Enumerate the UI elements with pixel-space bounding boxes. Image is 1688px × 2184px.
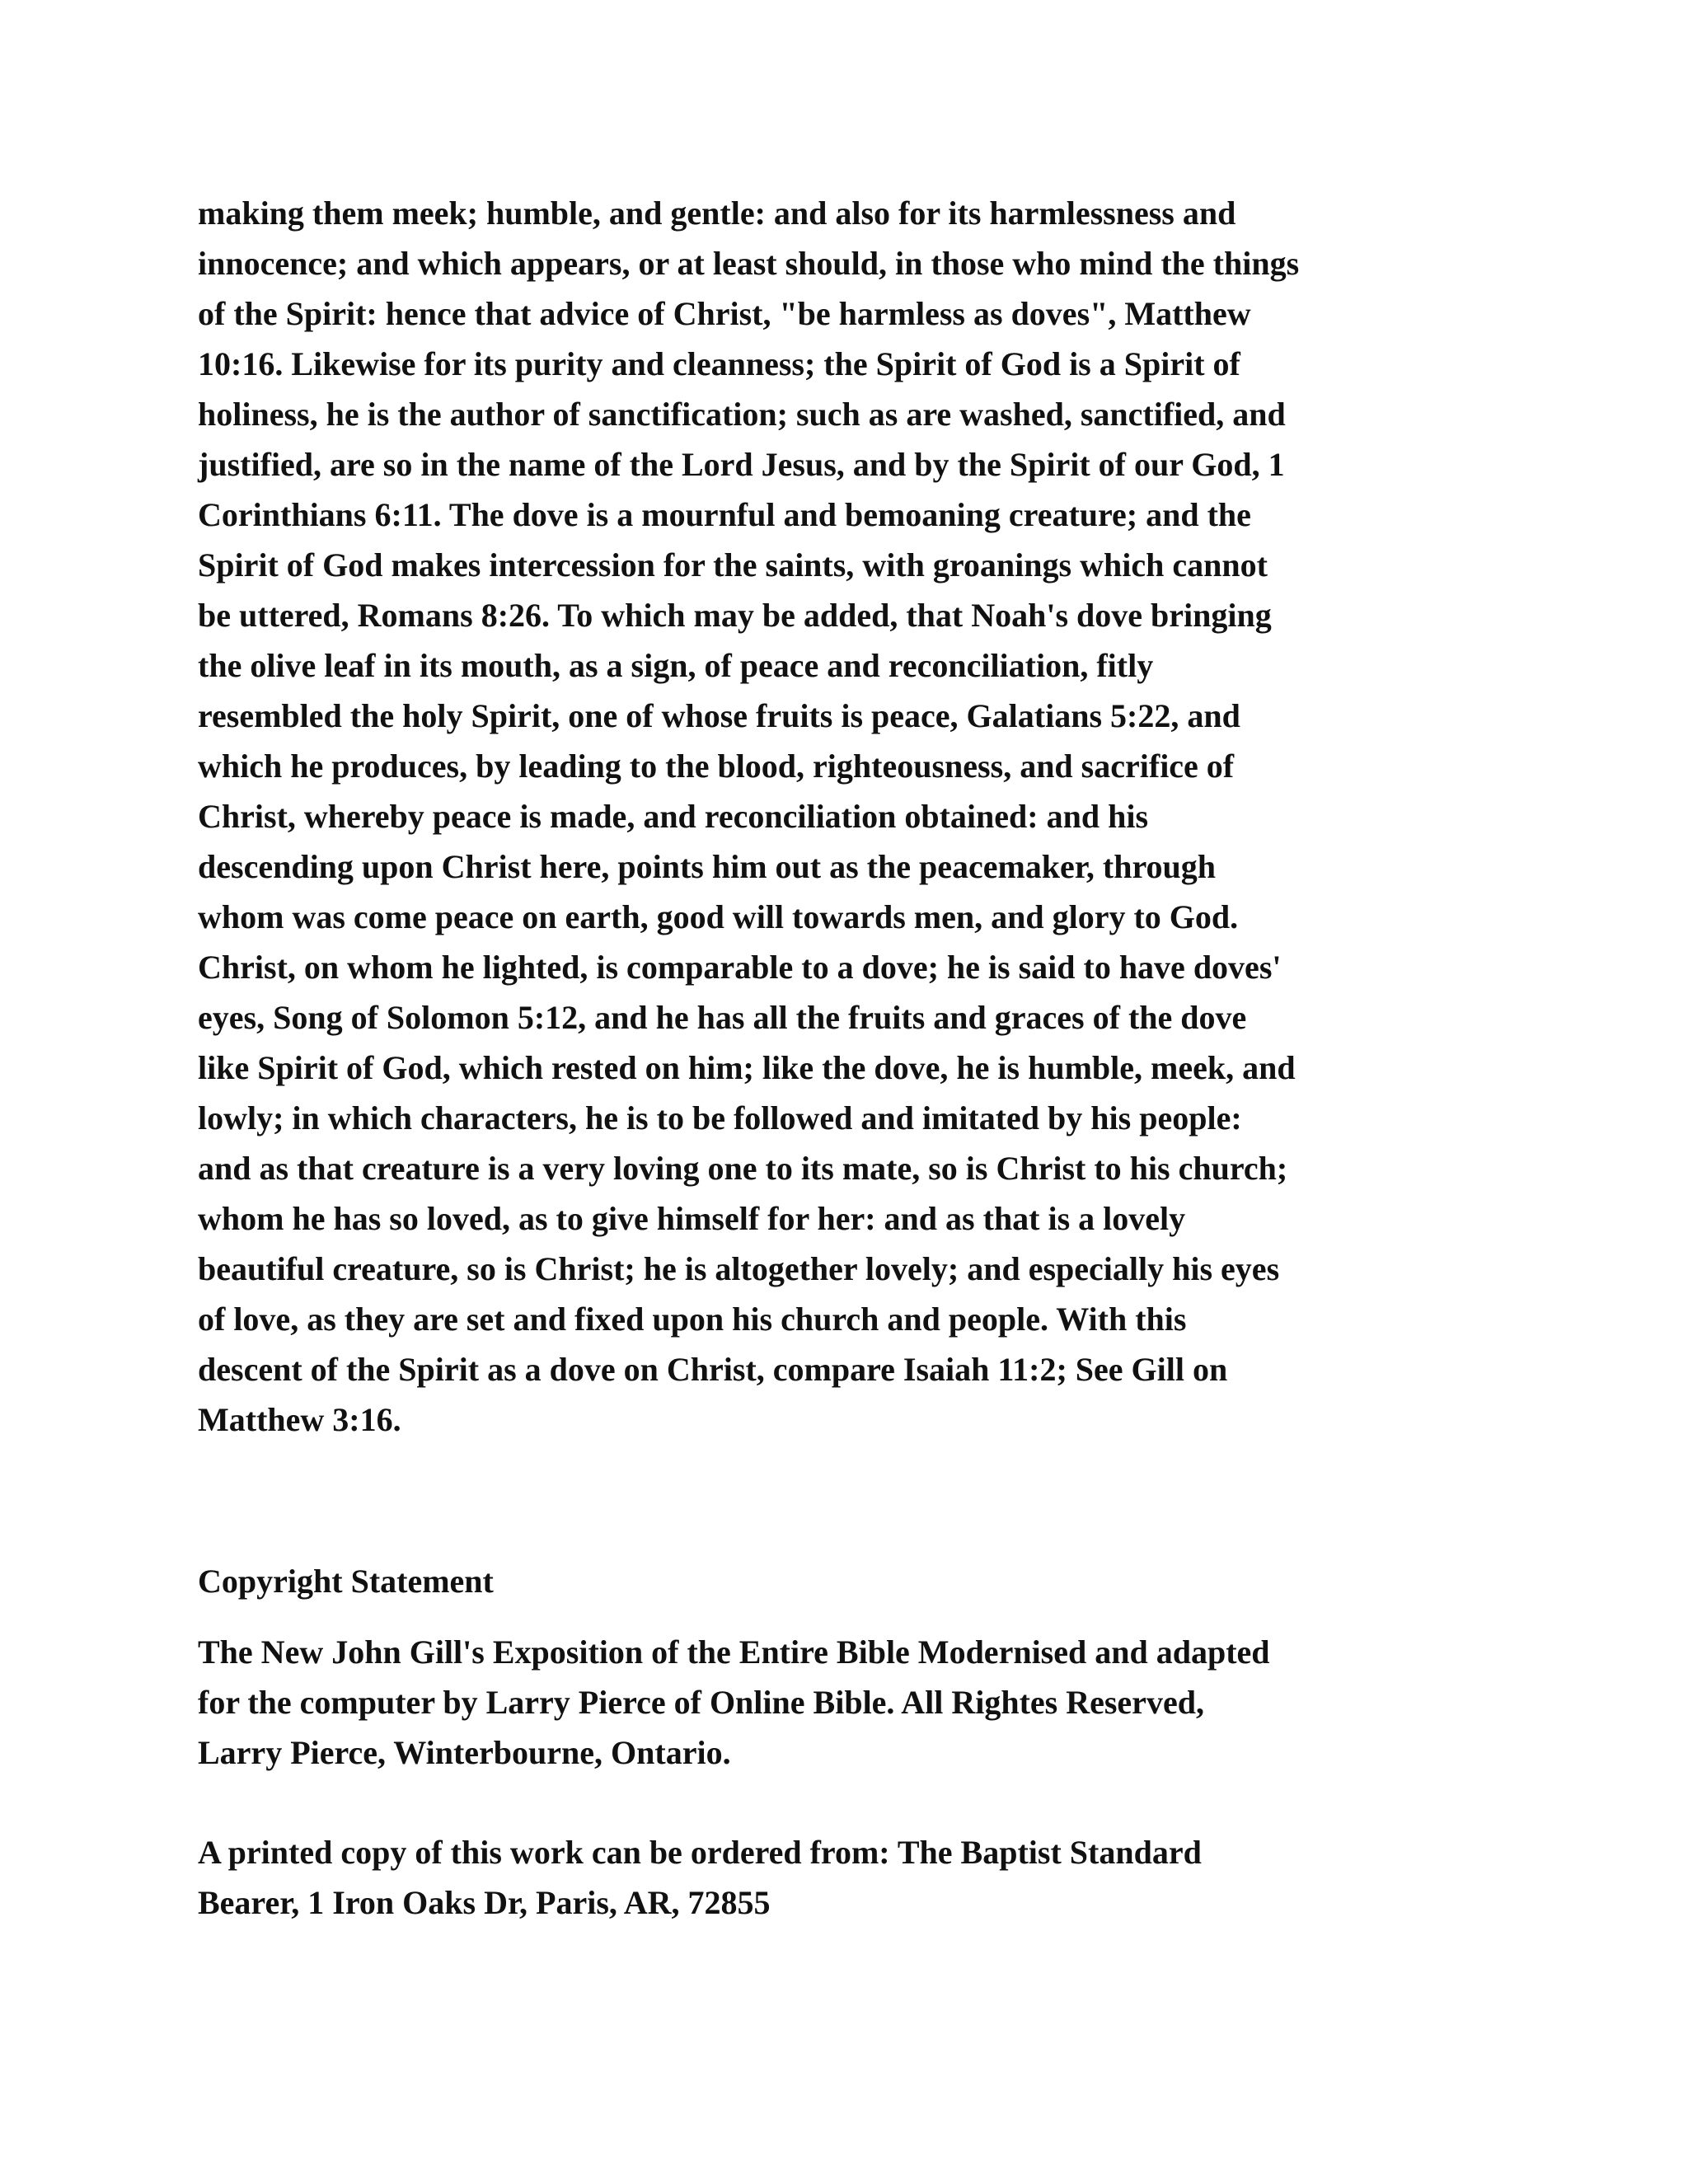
text-line: making them meek; humble, and gentle: and also for its harmlessness and <box>198 194 1236 232</box>
text-line: A printed copy of this work can be ordered from: The Baptist Standard <box>198 1834 1202 1871</box>
text-line: Spirit of God makes intercession for the saints, with groanings which cannot <box>198 546 1268 583</box>
text-line: of the Spirit: hence that advice of Christ, "be harmless as doves", Matthew <box>198 295 1251 332</box>
text-line: Matthew 3:16. <box>198 1401 401 1438</box>
text-line: of love, as they are set and fixed upon his church and people. With this <box>198 1301 1187 1338</box>
text-line: Bearer, 1 Iron Oaks Dr, Paris, AR, 72855 <box>198 1884 771 1921</box>
order-information <box>198 1827 1202 1928</box>
text-line: whom was come peace on earth, good will towards men, and glory to God. <box>198 898 1239 935</box>
document-page <box>198 188 1500 1921</box>
text-line: the olive leaf in its mouth, as a sign, of peace and reconciliation, fitly <box>198 647 1154 684</box>
text-line: resembled the holy Spirit, one of whose fruits is peace, Galatians 5:22, and <box>198 697 1240 734</box>
text-line: whom he has so loved, as to give himself for her: and as that is a lovely <box>198 1200 1186 1237</box>
text-line: Larry Pierce, Winterbourne, Ontario. <box>198 1734 731 1771</box>
text-line: be uttered, Romans 8:26. To which may be added, that Noah's dove bringing <box>198 597 1272 634</box>
text-line: The New John Gill's Exposition of the Entire Bible Modernised and adapted <box>198 1633 1270 1671</box>
commentary-paragraph <box>198 188 1500 1445</box>
text-line: eyes, Song of Solomon 5:12, and he has all the fruits and graces of the dove <box>198 999 1247 1036</box>
text-line: Christ, whereby peace is made, and reconciliation obtained: and his <box>198 798 1149 835</box>
text-line: descent of the Spirit as a dove on Christ, compare Isaiah 11:2; See Gill on <box>198 1351 1228 1388</box>
text-line: innocence; and which appears, or at least should, in those who mind the things <box>198 245 1300 282</box>
text-line: which he produces, by leading to the blood, righteousness, and sacrifice of <box>198 748 1235 785</box>
text-line: and as that creature is a very loving one to its mate, so is Christ to his church; <box>198 1150 1288 1187</box>
text-line: justified, are so in the name of the Lord Jesus, and by the Spirit of our God, 1 <box>198 446 1285 483</box>
text-line: for the computer by Larry Pierce of Online Bible. All Rightes Reserved, <box>198 1684 1204 1721</box>
text-line: beautiful creature, so is Christ; he is altogether lovely; and especially his eyes <box>198 1250 1280 1287</box>
text-line: descending upon Christ here, points him out as the peacemaker, through <box>198 848 1216 885</box>
copyright-heading: Copyright Statement <box>198 1563 494 1600</box>
text-line: lowly; in which characters, he is to be followed and imitated by his people: <box>198 1099 1242 1137</box>
text-line: Christ, on whom he lighted, is comparable to a dove; he is said to have doves' <box>198 949 1282 986</box>
text-line: Corinthians 6:11. The dove is a mournful and bemoaning creature; and the <box>198 496 1251 533</box>
text-line: holiness, he is the author of sanctification; such as are washed, sanctified, and <box>198 396 1286 433</box>
text-line: 10:16. Likewise for its purity and cleanness; the Spirit of God is a Spirit of <box>198 345 1240 382</box>
text-line: like Spirit of God, which rested on him; like the dove, he is humble, meek, and <box>198 1049 1296 1086</box>
copyright-statement <box>198 1627 1270 1778</box>
